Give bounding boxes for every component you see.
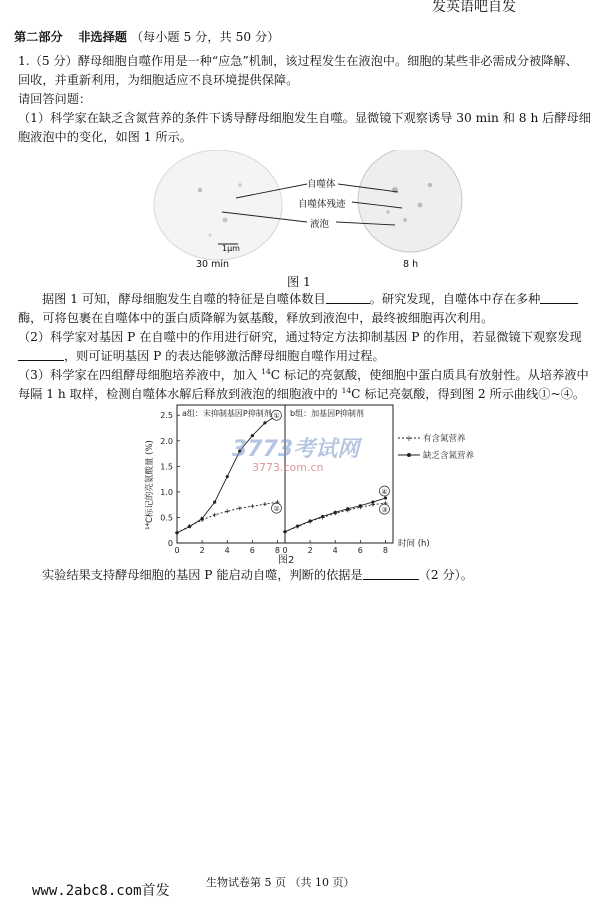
- q3-text-b1: 每隔 1 h 取样，检测自噬体水解后释放到液泡的细胞液中的: [18, 387, 342, 401]
- data-point: [384, 496, 387, 499]
- data-point: [238, 506, 242, 510]
- data-point: [263, 502, 267, 506]
- y-tick-label: 0.5: [160, 513, 173, 523]
- y-tick-label: 2.5: [160, 411, 173, 421]
- y-axis-label: ¹⁴C标记的亮氨酸量 (%): [145, 440, 155, 530]
- x-tick-label: 4: [332, 546, 338, 555]
- fig1-scale-label: 1μm: [222, 244, 240, 253]
- svg-text:+: +: [405, 434, 413, 443]
- chart-title: 图2: [278, 555, 295, 566]
- q3-line2: [18, 385, 585, 404]
- site-url-watermark: 3773.com.cn: [252, 461, 324, 474]
- conclusion-text-a: 实验结果支持酵母细胞的基因 P 能启动自噬，判断的依据是: [42, 568, 363, 582]
- x-tick-label: 8: [382, 546, 389, 555]
- question-intro-line2: 回收，并重新利用，为细胞适应不良环境提供保障。: [18, 73, 299, 87]
- data-point: [213, 501, 216, 504]
- q1-line1: [42, 290, 578, 309]
- series-label: ①: [273, 412, 280, 421]
- footer-left: www.2abc8.com首发: [32, 883, 170, 899]
- data-point: [283, 530, 287, 534]
- q3-text-a2: C 标记的亮氨酸，使细胞中蛋白质具有放射性。从培养液中: [270, 368, 589, 382]
- legend-item-no-nitrogen: 缺乏含氮营养: [423, 451, 475, 461]
- q2-line2: [18, 347, 385, 366]
- data-point: [250, 504, 254, 508]
- answer-blank-1[interactable]: [326, 291, 370, 304]
- data-point: [226, 475, 229, 478]
- series-label: ④: [381, 488, 388, 497]
- site-watermark: 3773考试网: [232, 437, 360, 462]
- q3-text-b2: C 标记亮氨酸，得到图 2 所示曲线①~④。: [351, 387, 586, 401]
- data-point: [175, 531, 179, 535]
- section-note: （每小题 5 分，共 50 分）: [130, 30, 280, 44]
- fig1-label-autophagosome: 自噬体: [307, 179, 336, 190]
- fig1-label-vacuole: 液泡: [310, 219, 330, 230]
- q1-text-b: 。研究发现，自噬体中存在多种: [369, 292, 541, 306]
- q1-line2: 酶，可将包裹在自噬体中的蛋白质降解为氨基酸，释放到液泡中，最终被细胞再次利用。: [18, 311, 494, 325]
- conclusion-text-b: （2 分）。: [418, 568, 473, 582]
- fig1-title: 图 1: [287, 275, 311, 289]
- fig1-label-remnant: 自噬体残迹: [298, 199, 346, 210]
- x-tick-label: 6: [249, 546, 255, 555]
- answer-blank-4[interactable]: [363, 567, 419, 580]
- series-line: [177, 502, 278, 533]
- x-tick-label: 2: [199, 546, 205, 555]
- x-tick-label: 6: [357, 546, 363, 555]
- y-tick-label: 0: [167, 539, 173, 548]
- y-tick-label: 1.0: [160, 487, 173, 497]
- section-title: 第二部分: [14, 30, 63, 44]
- q3-text-a1: （3）科学家在四组酵母细胞培养液中，加入: [18, 368, 262, 382]
- series-label: ②: [273, 505, 280, 514]
- chart-legend: [398, 433, 475, 461]
- y-tick-label: 2.0: [160, 436, 173, 446]
- series-line: [285, 503, 386, 532]
- q3-line1: [18, 366, 589, 385]
- section-subtitle: 非选择题: [78, 30, 127, 44]
- question-intro-line1: 1.（5 分）酵母细胞自噬作用是一种“应急”机制，该过程发生在液泡中。细胞的某些非必需成分被降解、: [18, 54, 578, 68]
- figure-2-chart: [140, 403, 480, 568]
- data-point: [225, 509, 229, 513]
- data-point: [371, 503, 375, 507]
- x-axis-label: 时间 (h): [398, 539, 430, 549]
- figure-1: [140, 150, 470, 290]
- x-tick-label: 0: [282, 546, 288, 555]
- footer-page: 生物试卷第 5 页 （共 10 页）: [206, 876, 355, 889]
- panel-a-title: a组：未抑制基因P抑制剂: [182, 409, 272, 418]
- data-point: [263, 421, 266, 424]
- panel-b-title: b组：加基因P抑制剂: [290, 409, 364, 418]
- q2-line1: （2）科学家对基因 P 在自噬中的作用进行研究，通过特定方法抑制基因 P 的作用，若显微镜下观察发现: [18, 330, 582, 344]
- fig1-caption-right: 8 h: [403, 259, 419, 270]
- y-tick-label: 1.5: [160, 462, 173, 472]
- fig1-caption-left: 30 min: [196, 259, 230, 270]
- part1-line1: （1）科学家在缺乏含氮营养的条件下诱导酵母细胞发生自噬。显微镜下观察诱导 30 min 和 8 h 后酵母细: [18, 111, 591, 125]
- x-tick-label: 2: [307, 546, 313, 555]
- question-prompt: 请回答问题：: [18, 92, 92, 106]
- part1-line2: 胞液泡中的变化，如图 1 所示。: [18, 130, 192, 144]
- cell-30min: [154, 150, 282, 260]
- answer-blank-2[interactable]: [540, 291, 578, 304]
- section-heading: [14, 28, 279, 47]
- q3-isotope-sup-2: 14: [341, 385, 352, 395]
- cell-8h: [358, 150, 462, 252]
- x-tick-label: 0: [174, 546, 180, 555]
- q1-text-a: 据图 1 可知，酵母细胞发生自噬的特征是自噬体数目: [42, 292, 326, 306]
- legend-item-nitrogen: 有含氮营养: [423, 434, 466, 444]
- x-tick-label: 4: [224, 546, 230, 555]
- top-watermark: 发英语吧自发: [432, 0, 516, 15]
- conclusion-line: [42, 566, 473, 585]
- series-label: ③: [381, 506, 388, 515]
- answer-blank-3[interactable]: [18, 348, 64, 361]
- x-tick-label: 8: [274, 546, 281, 555]
- q3-isotope-sup: 14: [261, 366, 271, 376]
- q2-text-b: ，则可证明基因 P 的表达能够激活酵母细胞自噬作用过程。: [64, 349, 385, 363]
- data-point: [213, 513, 217, 517]
